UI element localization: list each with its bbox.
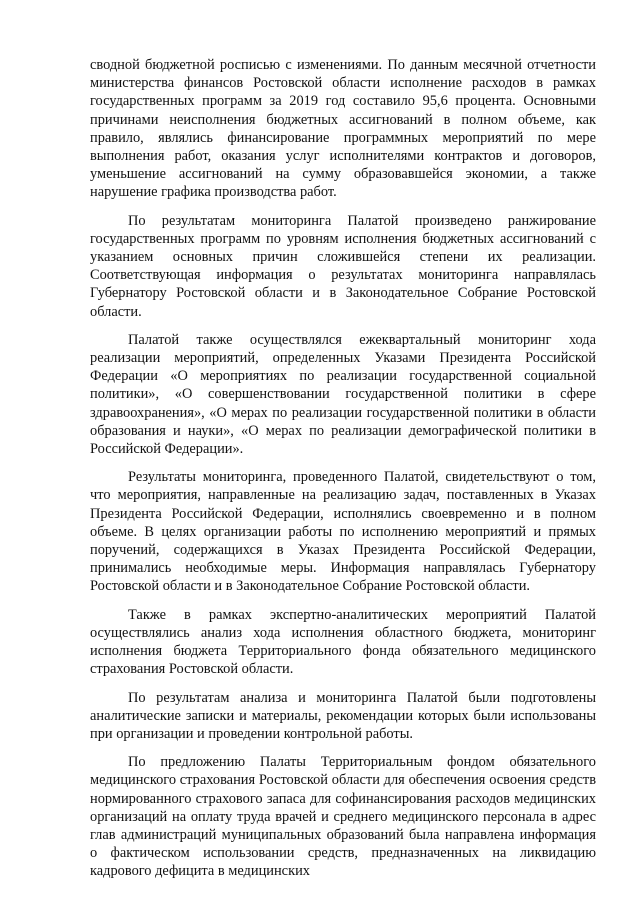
paragraph-quarterly-monitoring: Палатой также осуществлялся ежеквартальный мониторинг хода реализации мероприятий, определенных Указами Президента Российской Федерации «О мероприятиях по реализации государственной социальной политики», «О совершенствовании государственной политики в сфере здравоохранения», «О мерах по реализации государственной политики в области образования и науки», «О мерах по реализации демографической политики в Российской Федерации». xyxy=(90,331,596,458)
paragraph-ranking: По результатам мониторинга Палатой произведено ранжирование государственных программ по уровням исполнения бюджетных ассигнований с указанием основных причин сложившейся степени их реализации. Соответствующая информация о результатах мониторинга направлялась Губернатору Ростовской области и в Законодательное Собрание Ростовской области. xyxy=(90,212,596,320)
paragraph-expert-analysis: Также в рамках экспертно-аналитических мероприятий Палатой осуществлялись анализ хода исполнения областного бюджета, мониторинг исполнения бюджета Территориального фонда обязательного медицинского страхования Ростовской области. xyxy=(90,606,596,678)
paragraph-insurance-fund: По предложению Палаты Территориальным фондом обязательного медицинского страхования Ростовской области для обеспечения освоения средств нормированного страхового запаса для софинансирования расходов медицинских организаций на оплату труда врачей и среднего медицинского персонала в адрес глав администраций муниципальных образований была направлена информация о фактическом использовании средств, предназначенных на ликвидацию кадрового дефицита в медицинских xyxy=(90,754,596,880)
document-page xyxy=(90,56,596,881)
paragraph-continuation: сводной бюджетной росписью с изменениями. По данным месячной отчетности министерства финансов Ростовской области исполнение расходов в рамках государственных программ за 2019 год составило 95,6 процента. Основными причинами неисполнения бюджетных ассигнований в полном объеме, как правило, являлись финансирование программных мероприятий по мере выполнения работ, оказания услуг исполнителями контрактов и договоров, уменьшение ассигнований на сумму образовавшейся экономии, а также нарушение графика производства работ. xyxy=(90,57,596,201)
paragraph-monitoring-results: Результаты мониторинга, проведенного Палатой, свидетельствуют о том, что мероприятия, направленные на реализацию задач, поставленных в Указах Президента Российской Федерации, исполнялись своевременно и в полном объеме. В целях организации работы по исполнению мероприятий и прямых поручений, содержащихся в Указах Президента Российской Федерации, принимались необходимые меры. Информация направлялась Губернатору Ростовской области и в Законодательное Собрание Ростовской области. xyxy=(90,469,596,595)
paragraph-analytical-notes: По результатам анализа и мониторинга Палатой были подготовлены аналитические записки и материалы, рекомендации которых были использованы при организации и проведении контрольной работы. xyxy=(90,689,596,742)
